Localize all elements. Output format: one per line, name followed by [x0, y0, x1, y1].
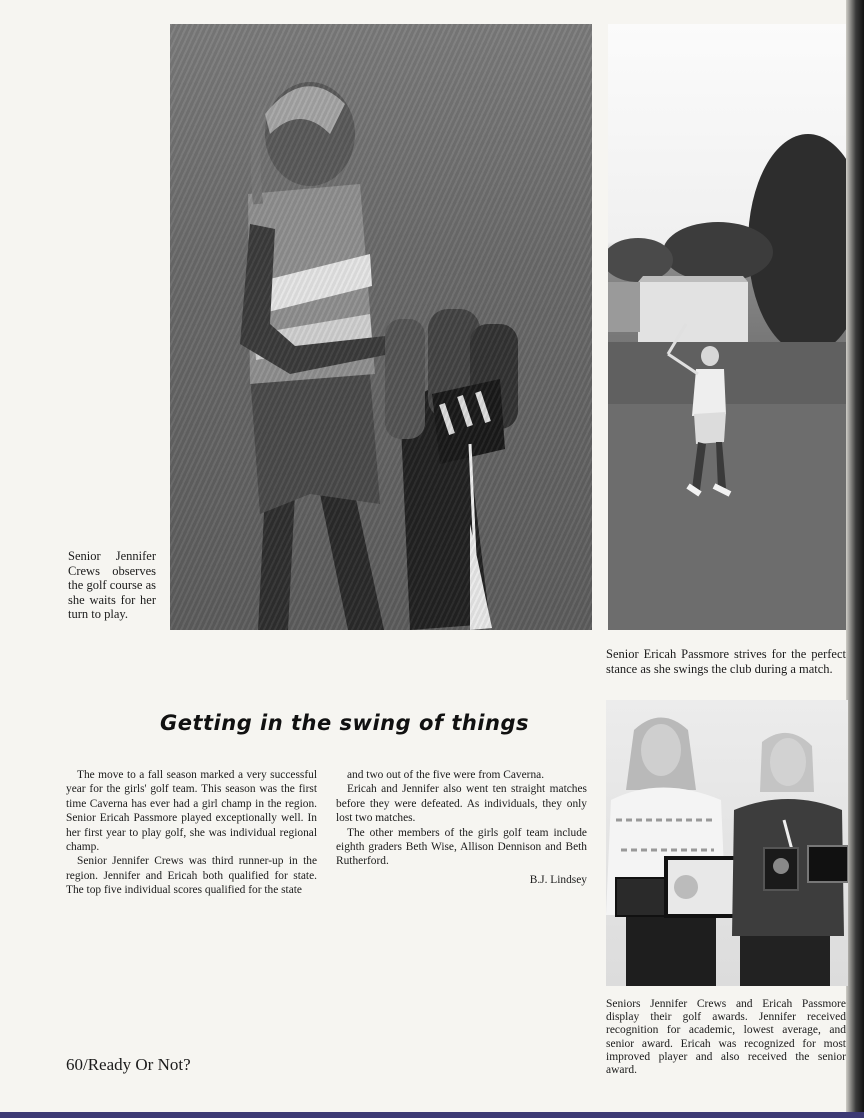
story-paragraph: The move to a fall season marked a very successful year for the girls' golf team. This season was the first time Caverna has ever had a girl champ in the region. Senior Ericah Passmore played exceptionally well. In her first year to play golf, she was individual regional champ. [66, 769, 317, 854]
awards-illustration [606, 700, 848, 986]
page-bottom-edge [0, 1112, 864, 1118]
photo-golfer-with-bag [170, 24, 592, 630]
story-paragraph: Senior Jennifer Crews was third runner-up in the region. Jennifer and Ericah both qualified for state. The top five individual scores qualified for the state [66, 855, 317, 897]
story-column-left [66, 768, 317, 898]
swing-illustration [608, 24, 846, 630]
caption-golfer-with-bag: Senior Jennifer Crews observes the golf course as she waits for her turn to play. [68, 549, 156, 622]
caption-golfer-swinging: Senior Ericah Passmore strives for the perfect stance as she swings the club during a match. [606, 647, 846, 676]
caption-award-winners: Seniors Jennifer Crews and Ericah Passmore display their golf awards. Jennifer received recognition for academic, lowest average, and senior award. Ericah was recognized for most improved player and also received the senior award. [606, 998, 846, 1077]
page-folio: 60/Ready Or Not? [66, 1055, 191, 1074]
story-paragraph: The other members of the girls golf team include eighth graders Beth Wise, Allison Dennison and Beth Rutherford. [336, 826, 587, 868]
photo-golfer-swinging [608, 24, 846, 630]
story-headline: Getting in the swing of things [160, 711, 529, 735]
photo-award-winners [606, 700, 848, 986]
page-binding-edge [846, 0, 864, 1118]
story-paragraph: and two out of the five were from Caverna. [347, 769, 545, 781]
story-byline: B.J. Lindsey [529, 873, 587, 886]
story-paragraph: Ericah and Jennifer also went ten straight matches before they were defeated. As individuals, they only lost two matches. [336, 783, 587, 825]
story-column-right [336, 768, 587, 887]
grass-texture [170, 24, 592, 630]
